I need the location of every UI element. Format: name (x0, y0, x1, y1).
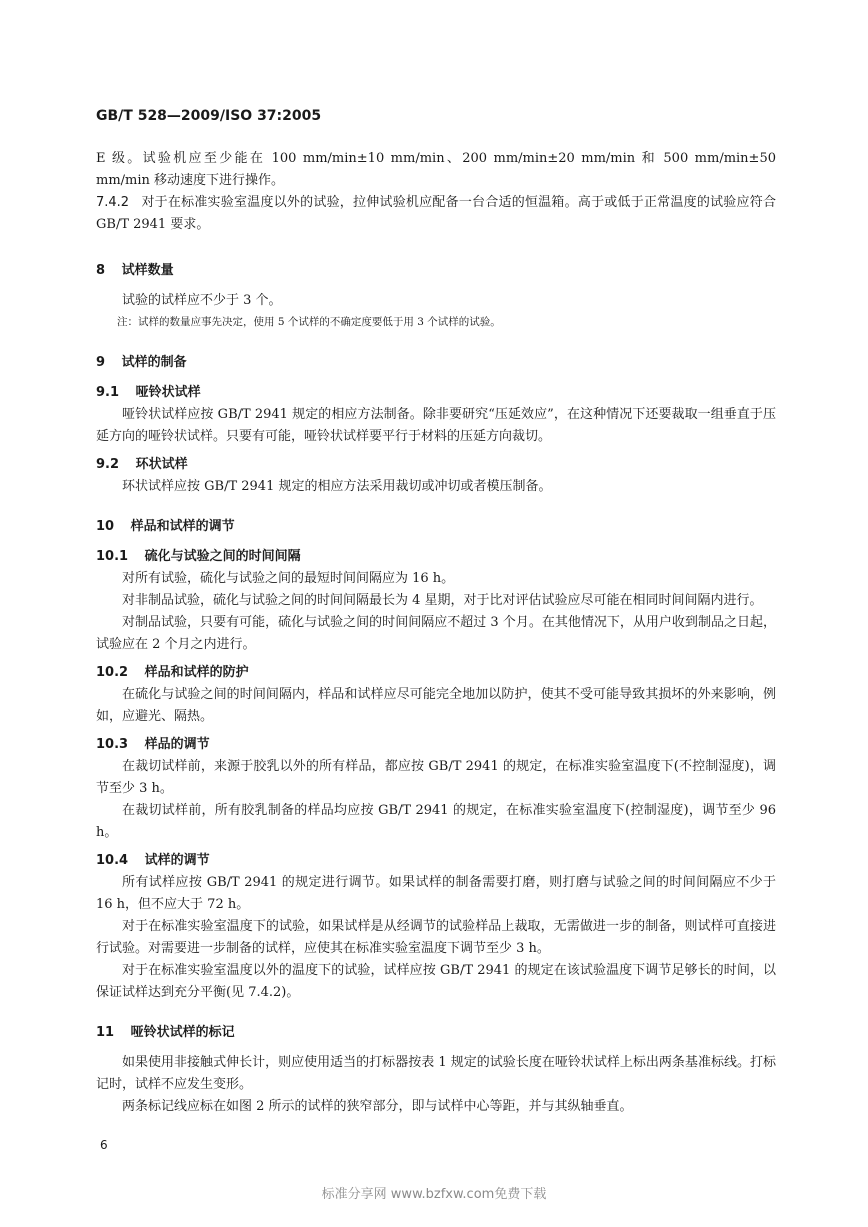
subsection-title: 样品和试样的防护 (144, 665, 249, 680)
section-8-heading (96, 260, 776, 282)
subsection-10-4-paragraph: 对于在标准实验室温度以外的温度下的试验，试样应按 GB/T 2941 的规定在该试验温度下调节足够长的时间，以保证试样达到充分平衡(见 7.4.2)。 (96, 963, 776, 1000)
standard-header: GB/T 528—2009/ISO 37:2005 (96, 108, 322, 124)
subsection-10-1-heading (96, 546, 776, 568)
subsection-number: 9.1 (96, 385, 120, 400)
subsection-title: 试样的调节 (144, 853, 210, 868)
subsection-10-1-paragraph: 对制品试验，只要有可能，硫化与试验之间的时间间隔应不超过 3 个月。在其他情况下，从用户收到制品之日起，试验应在 2 个月之内进行。 (96, 615, 776, 652)
subsection-title: 硫化与试验之间的时间间隔 (144, 549, 301, 564)
section-title: 样品和试样的调节 (130, 519, 235, 534)
subsection-9-1-heading (96, 382, 776, 404)
section-11-paragraph: 如果使用非接触式伸长计，则应使用适当的打标器按表 1 规定的试验长度在哑铃状试样上标出两条基准标线。打标记时，试样不应发生变形。 (96, 1055, 776, 1092)
subsection-number: 10.2 (96, 665, 129, 680)
page-number: 6 (100, 1138, 108, 1152)
section-number: 9 (96, 355, 106, 370)
site-watermark: 标准分享网 www.bzfxw.com免费下载 (321, 1187, 547, 1202)
section-8-note: 注：试样的数量应事先决定，使用 5 个试样的不确定度要低于用 3 个试样的试验。 (117, 316, 501, 328)
subsection-10-3-heading (96, 734, 776, 756)
section-11-paragraph: 两条标记线应标在如图 2 所示的试样的狭窄部分，即与试样中心等距，并与其纵轴垂直。 (122, 1099, 633, 1114)
subsection-9-1-paragraph: 哑铃状试样应按 GB/T 2941 规定的相应方法制备。除非要研究“压延效应”，在这种情况下还要裁取一组垂直于压延方向的哑铃状试样。只要有可能，哑铃状试样要平行于材料的压延方向裁切。 (96, 407, 776, 444)
section-title: 哑铃状试样的标记 (130, 1025, 235, 1040)
intro-paragraph: E 级。试验机应至少能在 100 mm/min±10 mm/min、200 mm/min±20 mm/min 和 500 mm/min±50 mm/min 移动速度下进行操作。 (96, 151, 776, 188)
subsection-10-4-paragraph: 所有试样应按 GB/T 2941 的规定进行调节。如果试样的制备需要打磨，则打磨与试验之间的时间间隔应不少于 16 h，但不应大于 72 h。 (96, 875, 776, 912)
section-8-paragraph: 试验的试样应不少于 3 个。 (122, 293, 282, 308)
subsection-title: 哑铃状试样 (135, 385, 201, 400)
subsection-number: 10.3 (96, 737, 129, 752)
clause-7-4-2 (96, 192, 776, 236)
subsection-10-2-paragraph: 在硫化与试验之间的时间间隔内，样品和试样应尽可能完全地加以防护，使其不受可能导致其损坏的外来影响，例如，应避光、隔热。 (96, 687, 776, 724)
section-number: 8 (96, 263, 106, 278)
subsection-number: 10.1 (96, 549, 129, 564)
subsection-10-2-heading (96, 662, 776, 684)
subsection-10-1-paragraph: 对非制品试验，硫化与试验之间的时间间隔最长为 4 星期，对于比对评估试验应尽可能在相同时间间隔内进行。 (122, 593, 763, 608)
subsection-number: 10.4 (96, 853, 129, 868)
subsection-10-4-paragraph: 对于在标准实验室温度下的试验，如果试样是从经调节的试验样品上裁取，无需做进一步的制备，则试样可直接进行试验。对需要进一步制备的试样，应使其在标准实验室温度下调节至少 3 h。 (96, 919, 776, 956)
subsection-10-3-paragraph: 在裁切试样前，所有胶乳制备的样品均应按 GB/T 2941 的规定，在标准实验室温度下(控制湿度)，调节至少 96 h。 (96, 803, 776, 840)
subsection-9-2-heading (96, 454, 776, 476)
subsection-10-4-heading (96, 850, 776, 872)
section-title: 试样的制备 (121, 355, 187, 370)
subsection-title: 样品的调节 (144, 737, 210, 752)
document-body (96, 148, 776, 1118)
section-11-heading (96, 1022, 776, 1044)
section-number: 10 (96, 519, 115, 534)
section-9-heading (96, 352, 776, 374)
subsection-9-2-paragraph: 环状试样应按 GB/T 2941 规定的相应方法采用裁切或冲切或者模压制备。 (122, 479, 552, 494)
subsection-10-1-paragraph: 对所有试验，硫化与试验之间的最短时间间隔应为 16 h。 (122, 571, 455, 586)
subsection-title: 环状试样 (135, 457, 188, 472)
clause-text: 对于在标准实验室温度以外的试验，拉伸试验机应配备一台合适的恒温箱。高于或低于正常温度的试验应符合 GB/T 2941 要求。 (96, 195, 776, 232)
section-title: 试样数量 (121, 263, 174, 278)
section-10-heading (96, 516, 776, 538)
clause-number: 7.4.2 (96, 195, 130, 210)
subsection-10-3-paragraph: 在裁切试样前，来源于胶乳以外的所有样品，都应按 GB/T 2941 的规定，在标准实验室温度下(不控制湿度)，调节至少 3 h。 (96, 759, 776, 796)
subsection-number: 9.2 (96, 457, 120, 472)
section-number: 11 (96, 1025, 115, 1040)
